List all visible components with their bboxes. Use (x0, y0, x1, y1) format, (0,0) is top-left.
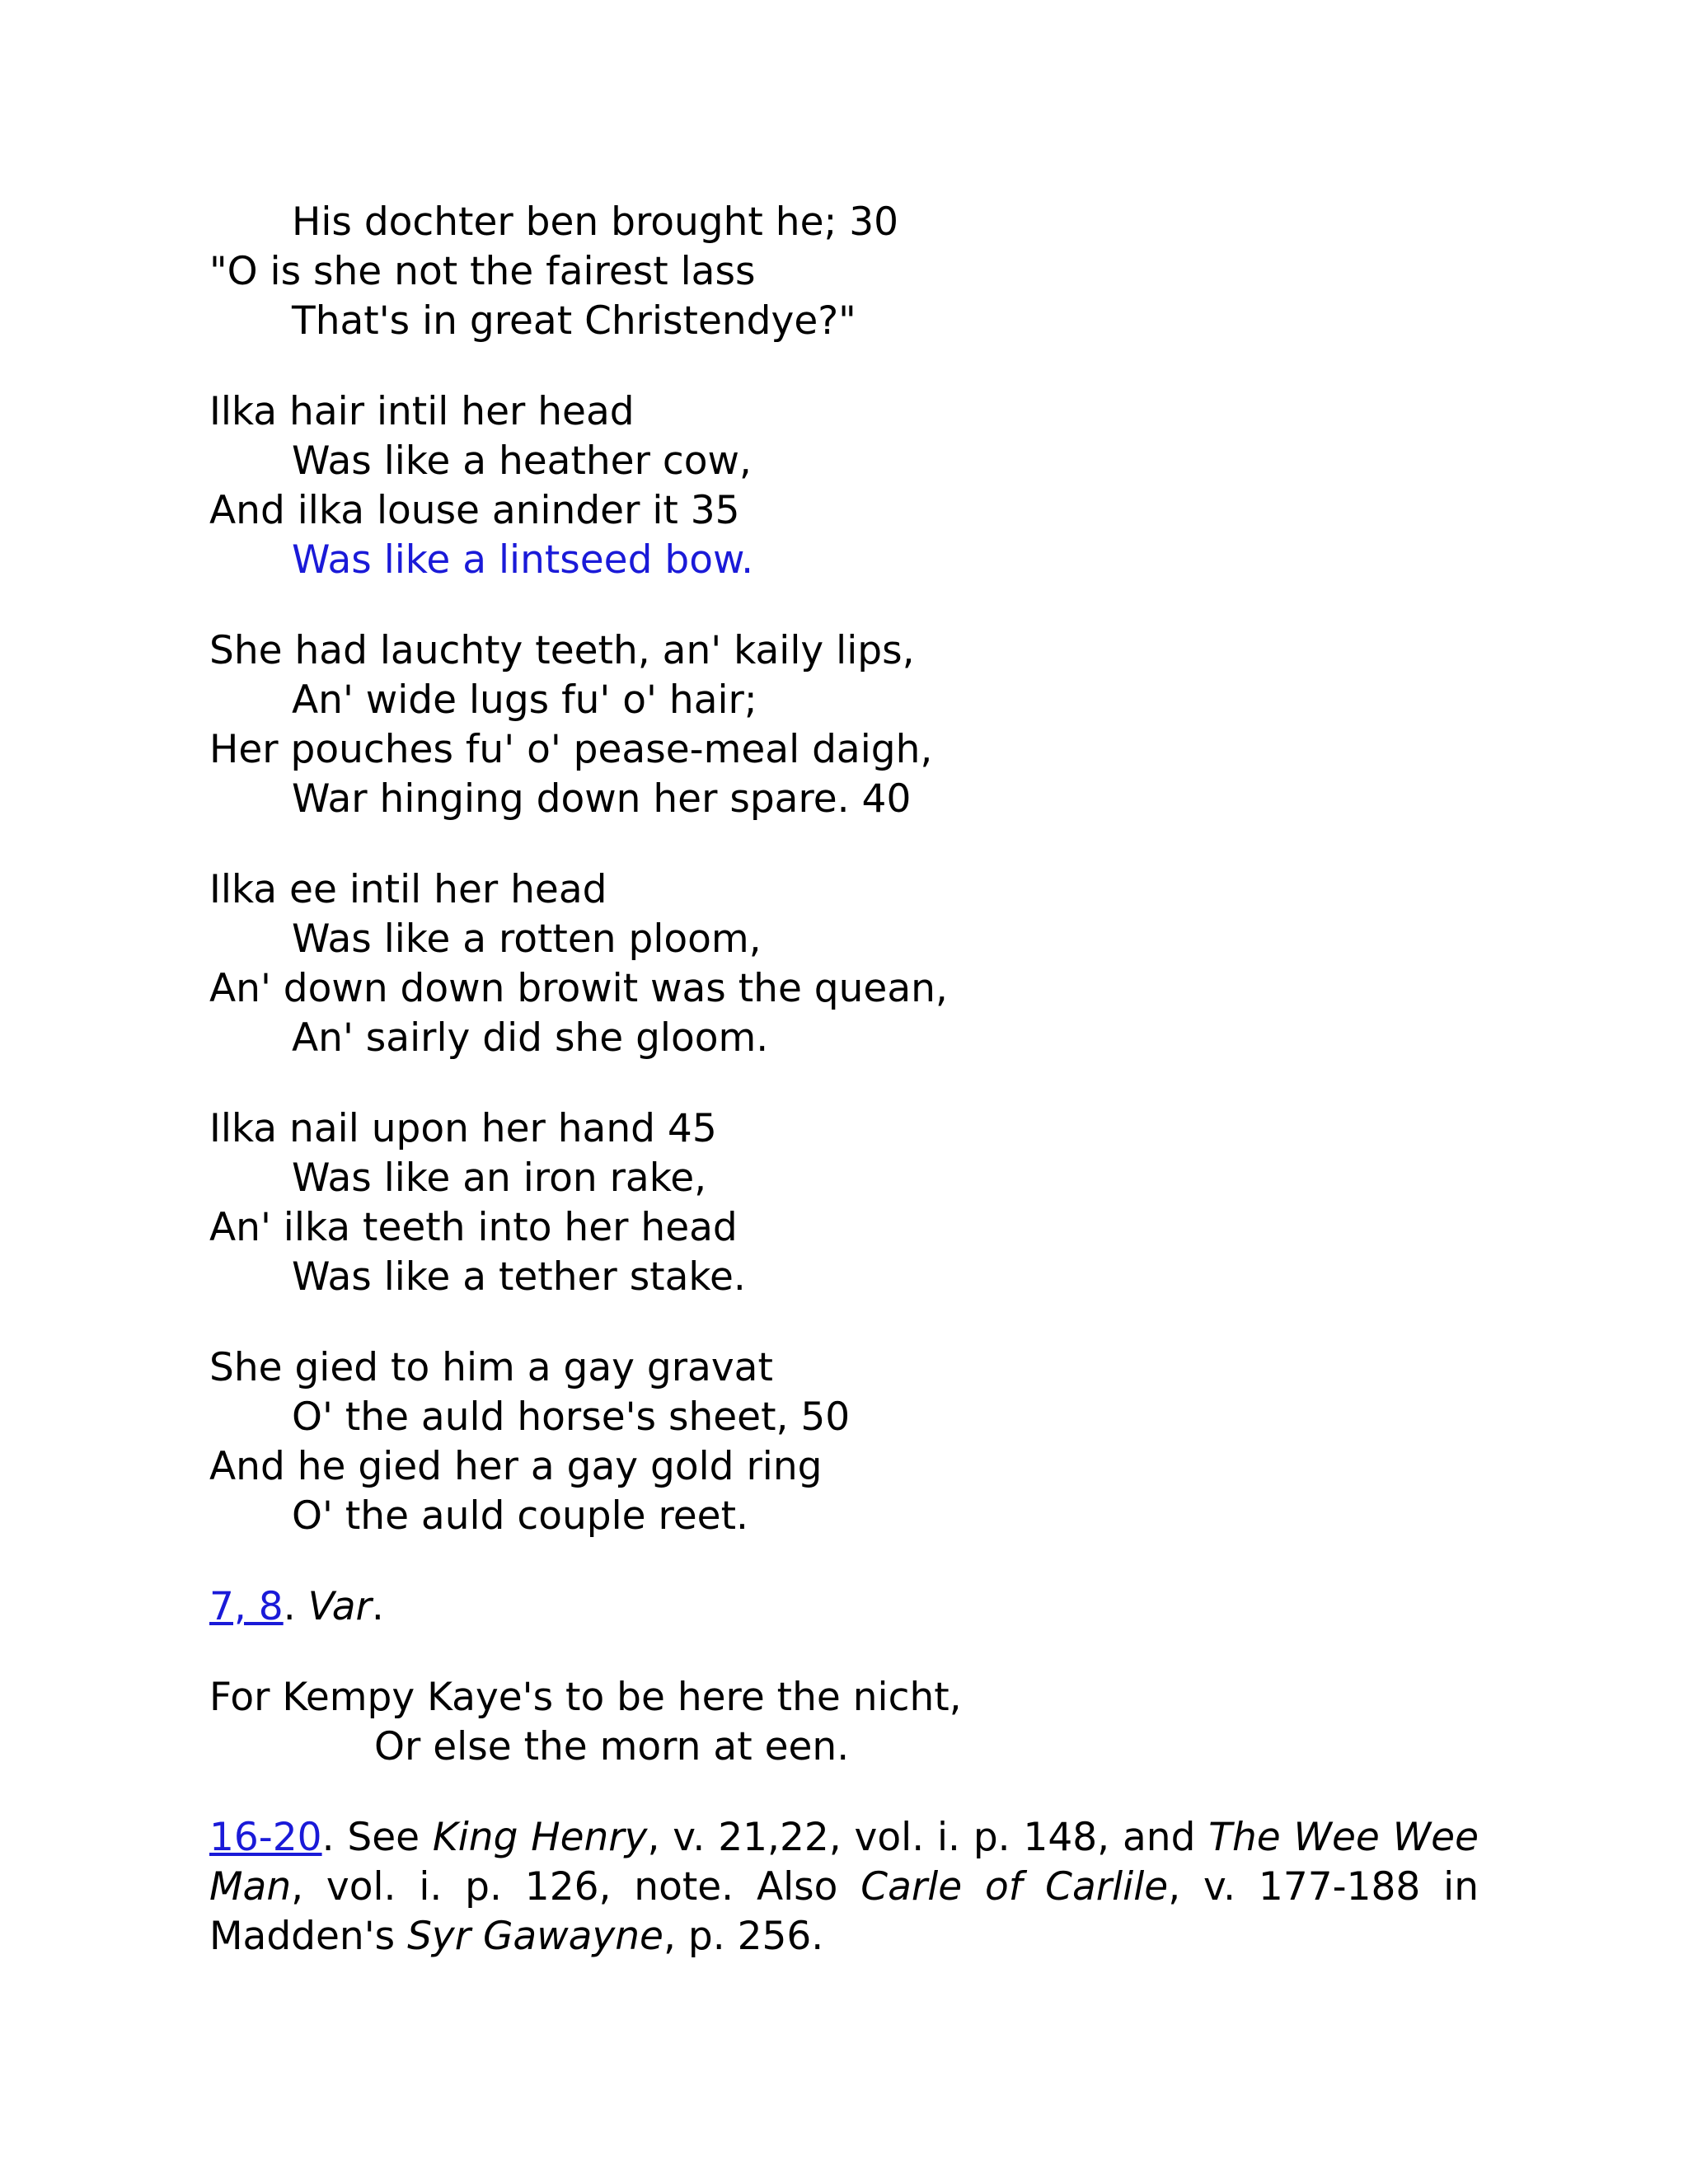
note-text: , p. 256. (663, 1914, 824, 1959)
note-link-16-20[interactable]: 16-20 (209, 1815, 322, 1860)
poem-line: An' ilka teeth into her head (209, 1205, 738, 1250)
stanza (209, 1343, 1479, 1541)
poem-line: That's in great Christendye?" (292, 298, 856, 344)
note-sep: . (283, 1584, 308, 1629)
poem-line: Ilka ee intil her head (209, 867, 607, 912)
poem-line: Ilka nail upon her hand 45 (209, 1106, 717, 1151)
poem-line: An' down down browit was the quean, (209, 966, 948, 1011)
poem-line: An' wide lugs fu' o' hair; (292, 677, 757, 723)
variant-line: For Kempy Kaye's to be here the nicht, (209, 1675, 962, 1720)
note-text: , v. 21,22, vol. i. p. 148, and (647, 1815, 1209, 1860)
variant-stanza (209, 1673, 1479, 1772)
poem-line: Was like a heather cow, (292, 438, 752, 484)
poem-line: O' the auld horse's sheet, 50 (292, 1394, 851, 1440)
poem-line: Was like an iron rake, (292, 1155, 707, 1201)
poem-line: And ilka louse aninder it 35 (209, 488, 740, 533)
poem-line: O' the auld couple reet. (292, 1493, 748, 1539)
poem-line: War hinging down her spare. 40 (292, 776, 912, 822)
poem-line: Was like a rotten ploom, (292, 916, 762, 962)
poem-line: An' sairly did she gloom. (292, 1015, 769, 1061)
variant-line: Or else the morn at een. (374, 1724, 850, 1769)
note-end: . (371, 1584, 384, 1629)
note-title: Carle of Carlile (860, 1864, 1169, 1910)
note-title: Syr Gawayne (407, 1914, 663, 1959)
stanza (209, 1104, 1479, 1302)
variant-note (209, 1582, 1479, 1632)
poem-line: "O is she not the fairest lass (209, 249, 756, 294)
note-text: . See (321, 1815, 433, 1860)
note-text: , v. 177-188 in Madden's (209, 1864, 1479, 1959)
note-link-7-8[interactable]: 7, 8 (209, 1584, 284, 1629)
note-title: King Henry (432, 1815, 648, 1860)
poem-line: She gied to him a gay gravat (209, 1345, 773, 1390)
stanza (209, 626, 1479, 824)
note-text: , vol. i. p. 126, note. Also (291, 1864, 861, 1910)
note-title: The Wee Wee Man (209, 1815, 1479, 1910)
poem-stanzas (209, 198, 1479, 1541)
poem-line: Her pouches fu' o' pease-meal daigh, (209, 727, 933, 772)
poem-line: Was like a lintseed bow. (292, 537, 754, 583)
poem-line: Was like a tether stake. (292, 1254, 746, 1300)
stanza (209, 865, 1479, 1063)
stanza (209, 387, 1479, 585)
reference-note (209, 1813, 1479, 1961)
poem-line: His dochter ben brought he; 30 (292, 199, 899, 245)
poem-line: And he gied her a gay gold ring (209, 1444, 823, 1489)
poem-line: Ilka hair intil her head (209, 389, 635, 434)
document-page (209, 198, 1479, 1961)
stanza (209, 198, 1479, 346)
poem-line: She had lauchty teeth, an' kaily lips, (209, 628, 915, 673)
note-var-label: Var (307, 1584, 372, 1629)
